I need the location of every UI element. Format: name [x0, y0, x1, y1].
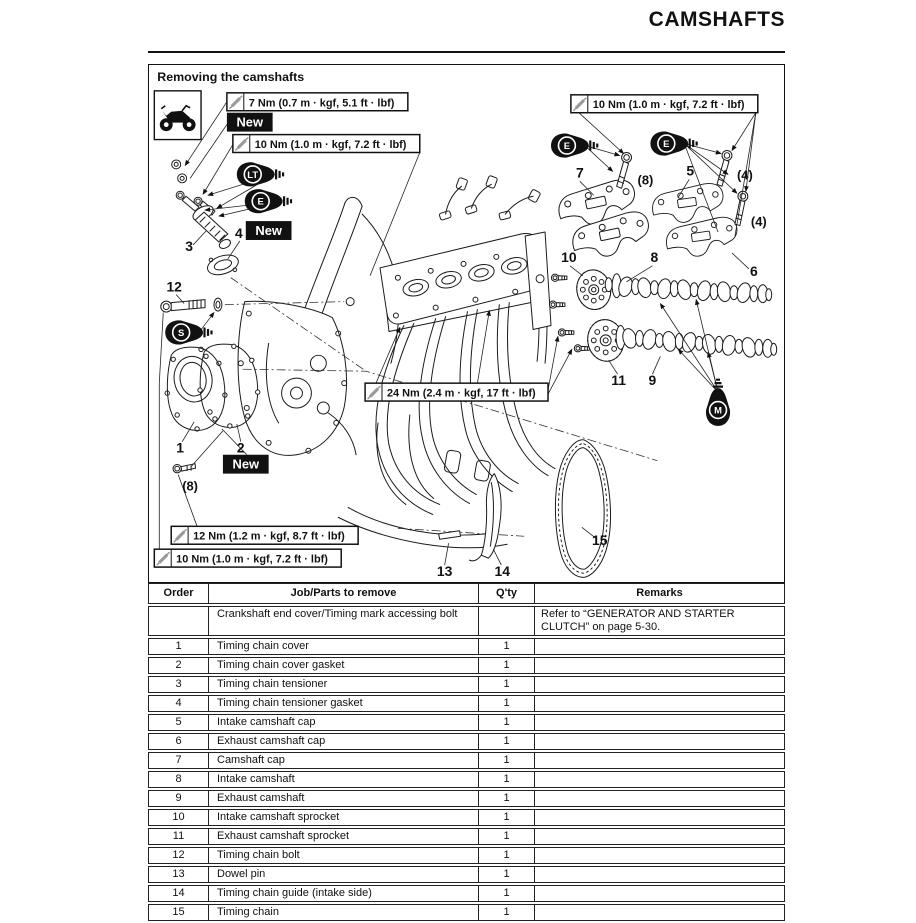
svg-text:S: S — [178, 327, 185, 339]
svg-text:4: 4 — [234, 224, 243, 241]
exploded-diagram — [149, 65, 783, 581]
table-row: 4 Timing chain tensioner gasket 1 — [148, 695, 785, 712]
svg-text:2: 2 — [236, 439, 245, 456]
svg-text:24 Nm (2.4 m · kgf, 17 ft · lb: 24 Nm (2.4 m · kgf, 17 ft · lbf) — [386, 387, 536, 400]
sealant-symbol — [165, 320, 211, 344]
svg-text:7: 7 — [575, 164, 584, 181]
table-row: 6 Exhaust camshaft cap 1 — [148, 733, 785, 750]
part-13-dowel-pin — [439, 531, 461, 539]
svg-text:12: 12 — [166, 278, 182, 295]
table-row: 8 Intake camshaft 1 — [148, 771, 785, 788]
engine-oil-symbol — [650, 131, 696, 155]
svg-text:9: 9 — [648, 372, 657, 389]
table-row: Crankshaft end cover/Timing mark accessing bolt Refer to “GENERATOR AND STARTER CLUTCH” on page 5-30. — [148, 606, 785, 636]
torque-label-7nm — [227, 93, 408, 111]
svg-text:E: E — [257, 196, 264, 208]
svg-text:10 Nm (1.0 m · kgf, 7.2 ft · l: 10 Nm (1.0 m · kgf, 7.2 ft · lbf) — [176, 553, 328, 566]
col-header-order: Order — [163, 587, 194, 599]
svg-text:10 Nm (1.0 m · kgf, 7.2 ft · l: 10 Nm (1.0 m · kgf, 7.2 ft · lbf) — [592, 99, 745, 112]
table-row: 5 Intake camshaft cap 1 — [148, 714, 785, 731]
part-6-exhaust-camshaft-cap — [664, 215, 740, 260]
part-9-exhaust-camshaft — [616, 325, 777, 358]
part-8-intake-camshaft — [605, 274, 772, 304]
svg-text:(8): (8) — [637, 172, 654, 188]
torque-label-10nm-tensioner — [233, 135, 420, 153]
svg-text:6: 6 — [749, 262, 758, 279]
part-1-timing-chain-cover — [165, 347, 227, 431]
svg-text:New: New — [255, 223, 282, 239]
table-row: 7 Camshaft cap 1 — [148, 752, 785, 769]
svg-text:14: 14 — [494, 563, 511, 580]
table-row: 10 Intake camshaft sprocket 1 — [148, 809, 785, 826]
svg-text:3: 3 — [185, 237, 193, 254]
svg-text:8: 8 — [650, 248, 659, 265]
svg-text:10 Nm (1.0 m · kgf, 7.2 ft · l: 10 Nm (1.0 m · kgf, 7.2 ft · lbf) — [254, 139, 407, 152]
parts-table — [148, 583, 785, 923]
table-row: 11 Exhaust camshaft sprocket 1 — [148, 828, 785, 845]
torque-label-12nm — [171, 526, 358, 544]
svg-text:5: 5 — [686, 162, 695, 179]
table-row: 15 Timing chain 1 — [148, 904, 785, 921]
col-header-remarks: Remarks — [534, 584, 784, 603]
new-label — [223, 455, 269, 474]
svg-text:10: 10 — [561, 248, 577, 265]
svg-text:1: 1 — [176, 439, 185, 456]
table-row: 3 Timing chain tensioner 1 — [148, 676, 785, 693]
table-row: 13 Dowel pin 1 — [148, 866, 785, 883]
molybdenum-oil-symbol — [706, 380, 730, 426]
engine-oil-symbol — [245, 189, 291, 213]
table-row: 14 Timing chain guide (intake side) 1 — [148, 885, 785, 902]
part-12-timing-chain-bolt — [161, 298, 222, 312]
svg-text:13: 13 — [436, 563, 453, 580]
svg-text:(4): (4) — [736, 167, 753, 183]
svg-text:15: 15 — [591, 532, 608, 549]
new-label — [246, 221, 292, 240]
svg-text:M: M — [714, 405, 722, 417]
svg-text:E: E — [563, 141, 571, 153]
engine-oil-symbol — [551, 133, 597, 157]
col-header-job: Job/Parts to remove — [208, 584, 478, 603]
col-header-qty: Q'ty — [478, 584, 534, 603]
svg-text:(4): (4) — [750, 214, 767, 230]
part-15-timing-chain — [555, 440, 610, 578]
part-3-timing-chain-tensioner — [172, 160, 232, 250]
table-header-row — [148, 583, 785, 604]
table-row: 12 Timing chain bolt 1 — [148, 847, 785, 864]
torque-label-10nm-cover — [154, 549, 341, 567]
svg-text:E: E — [663, 139, 670, 151]
new-label — [227, 113, 273, 132]
svg-text:(8): (8) — [182, 478, 198, 494]
table-row: 9 Exhaust camshaft 1 — [148, 790, 785, 807]
page-title: CAMSHAFTS — [648, 8, 785, 31]
svg-text:11: 11 — [611, 372, 626, 389]
svg-text:7 Nm (0.7 m · kgf, 5.1 ft · lb: 7 Nm (0.7 m · kgf, 5.1 ft · lbf) — [248, 97, 395, 110]
svg-text:12 Nm (1.2 m · kgf, 8.7 ft · l: 12 Nm (1.2 m · kgf, 8.7 ft · lbf) — [193, 530, 345, 543]
loctite-symbol — [237, 162, 283, 186]
svg-text:New: New — [232, 456, 260, 472]
exploded-diagram-panel — [148, 64, 785, 583]
svg-text:New: New — [236, 114, 264, 130]
motorcycle-icon — [154, 91, 201, 140]
part-4-tensioner-gasket — [205, 251, 241, 278]
svg-text:LT: LT — [247, 169, 259, 181]
table-row: 2 Timing chain cover gasket 1 — [148, 657, 785, 674]
diagram-title: Removing the camshafts — [157, 69, 305, 84]
torque-label-24nm — [365, 383, 548, 401]
torque-label-10nm-caps — [571, 95, 758, 113]
table-row: 1 Timing chain cover 1 — [148, 638, 785, 655]
header-rule — [148, 51, 785, 53]
